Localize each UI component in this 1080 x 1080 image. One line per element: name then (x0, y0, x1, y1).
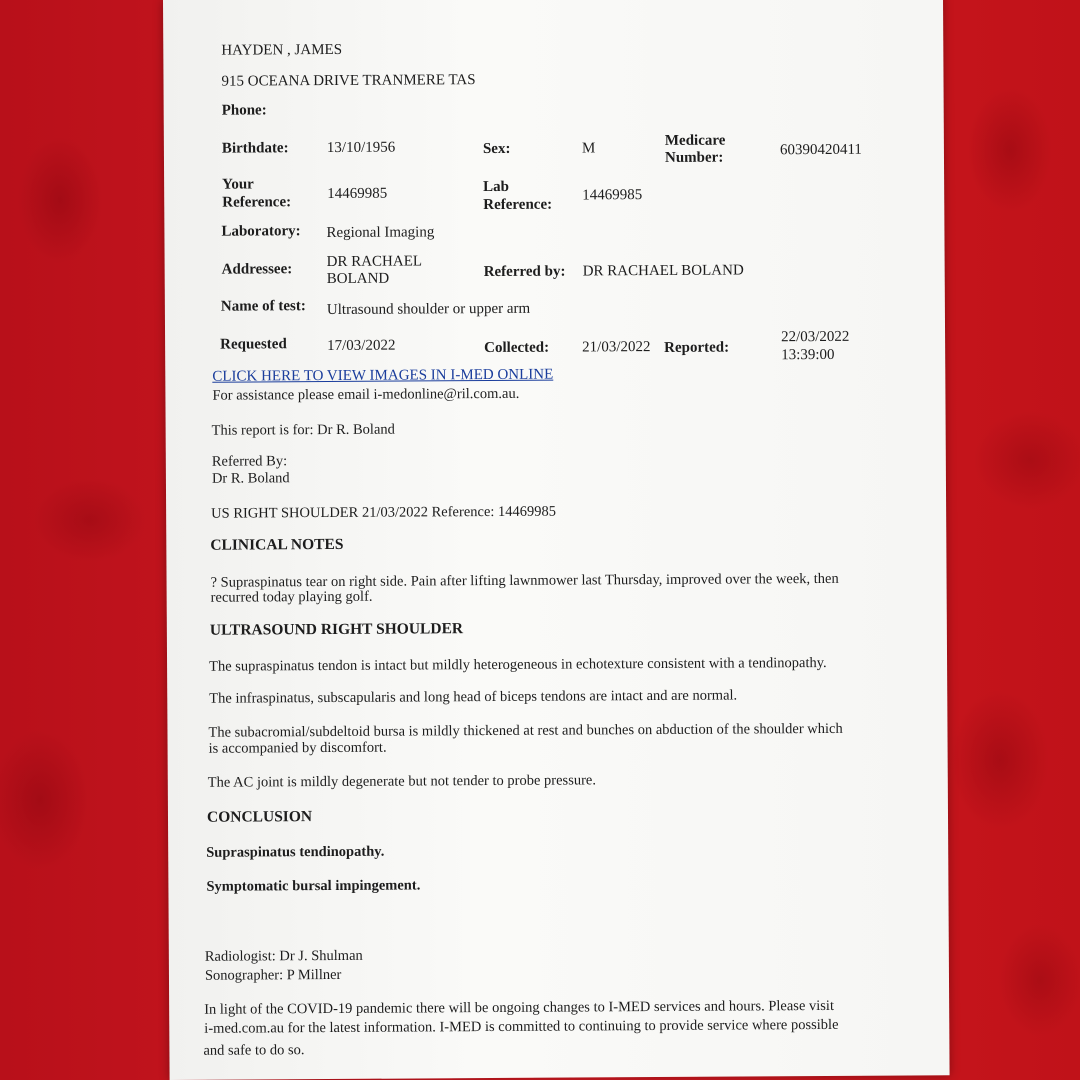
assistance-text: For assistance please email i-medonline@ril.com.au. (212, 385, 520, 404)
collected-value: 21/03/2022 (582, 339, 651, 356)
clinical-notes-line2: recurred today playing golf. (210, 588, 373, 606)
lab-reference-value: 14469985 (582, 187, 643, 204)
your-reference-label-line1: Your (222, 176, 254, 193)
referred-by-value: DR RACHAEL BOLAND (582, 262, 744, 280)
covid-notice-line3: and safe to do so. (203, 1042, 305, 1059)
radiologist: Radiologist: Dr J. Shulman (204, 947, 363, 965)
requested-label: Requested (220, 336, 287, 353)
collected-label: Collected: (484, 339, 550, 357)
report-paper (163, 0, 950, 1080)
laboratory-value: Regional Imaging (326, 224, 435, 242)
finding-ac-joint: The AC joint is mildly degenerate but not tender to probe pressure. (207, 772, 597, 791)
medicare-value: 60390420411 (779, 141, 862, 159)
exam-title: US RIGHT SHOULDER 21/03/2022 Reference: 14469985 (211, 503, 557, 522)
addressee-value-line2: BOLAND (326, 270, 390, 288)
referred-by-label: Referred by: (483, 263, 566, 281)
test-name-label: Name of test: (220, 298, 306, 315)
reported-date: 22/03/2022 (781, 328, 850, 346)
referred-by-line2: Dr R. Boland (211, 470, 290, 487)
conclusion-line1: Supraspinatus tendinopathy. (206, 843, 385, 861)
birthdate-value: 13/10/1956 (326, 139, 396, 157)
ultrasound-heading: ULTRASOUND RIGHT SHOULDER (209, 620, 464, 639)
lab-reference-label-line1: Lab (483, 178, 510, 196)
report-for: This report is for: Dr R. Boland (211, 421, 395, 439)
referred-by-line1: Referred By: (211, 453, 288, 470)
patient-name: HAYDEN , JAMES (221, 41, 343, 59)
view-images-link[interactable]: CLICK HERE TO VIEW IMAGES IN I-MED ONLINE (212, 366, 554, 385)
lab-reference-label-line2: Reference: (483, 196, 553, 214)
covid-notice-line2: i-med.com.au for the latest information. I-MED is committed to continuing to provide service where possible (204, 1016, 839, 1037)
requested-value: 17/03/2022 (327, 337, 396, 355)
birthdate-label: Birthdate: (221, 140, 289, 157)
conclusion-heading: CONCLUSION (206, 808, 313, 826)
patient-address: 915 OCEANA DRIVE TRANMERE TAS (221, 72, 476, 90)
addressee-label: Addressee: (221, 261, 293, 278)
clinical-notes-heading: CLINICAL NOTES (210, 535, 344, 554)
addressee-value-line1: DR RACHAEL (326, 253, 423, 271)
finding-bursa-line2: is accompanied by discomfort. (208, 739, 387, 757)
finding-bursa-line1: The subacromial/subdeltoid bursa is mildly thickened at rest and bunches on abduction of the shoulder which (208, 720, 843, 741)
medicare-label-line1: Medicare (664, 132, 726, 149)
covid-notice-line1: In light of the COVID-19 pandemic there will be ongoing changes to I-MED services and hours. Please visit (204, 997, 835, 1018)
clinical-notes-line1: ? Supraspinatus tear on right side. Pain after lifting lawnmower last Thursday, improved over the week, then (210, 570, 839, 591)
your-reference-label-line2: Reference: (222, 194, 292, 211)
conclusion-line2: Symptomatic bursal impingement. (206, 877, 421, 895)
sex-label: Sex: (482, 140, 511, 158)
reported-label: Reported: (664, 339, 730, 356)
reported-time: 13:39:00 (781, 346, 835, 364)
sex-value: M (581, 140, 596, 157)
finding-infraspinatus: The infraspinatus, subscapularis and long head of biceps tendons are intact and are normal. (209, 687, 738, 707)
medicare-label-line2: Number: (664, 149, 724, 166)
phone-label: Phone: (221, 102, 267, 119)
laboratory-label: Laboratory: (221, 223, 301, 240)
your-reference-value: 14469985 (327, 185, 388, 203)
sonographer: Sonographer: P Millner (204, 966, 342, 984)
finding-supraspinatus: The supraspinatus tendon is intact but mildly heterogeneous in echotexture consistent with a tendinopathy. (209, 654, 827, 675)
test-name-value: Ultrasound shoulder or upper arm (326, 300, 531, 319)
